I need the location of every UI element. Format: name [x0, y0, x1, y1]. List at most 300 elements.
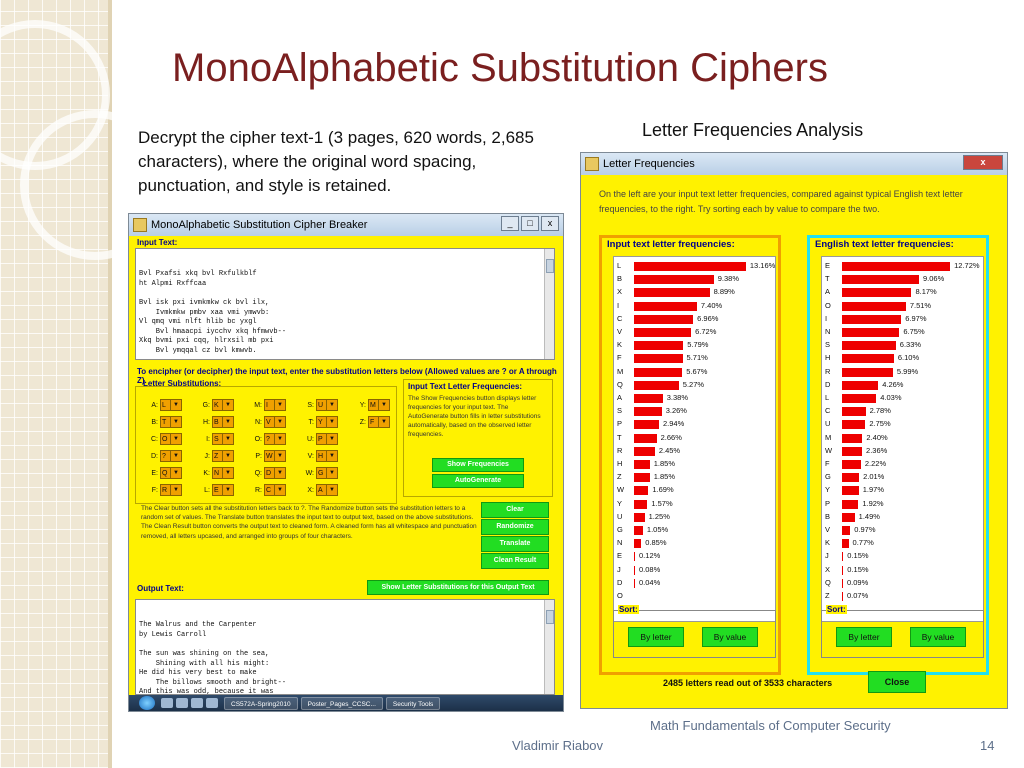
substitution-letter-label: R: — [255, 486, 262, 494]
substitution-value[interactable]: ? — [264, 433, 275, 445]
input-frequencies-title: Input text letter frequencies: — [607, 239, 735, 250]
substitution-letter-label: X: — [307, 486, 314, 494]
window-titlebar — [129, 214, 563, 236]
substitution-value[interactable]: M — [368, 399, 379, 411]
substitution-letter-label: Q: — [254, 469, 262, 477]
sort-box — [613, 605, 776, 658]
dropdown-arrow-icon[interactable]: ▼ — [171, 433, 182, 445]
frequency-row — [614, 471, 764, 484]
substitution-field[interactable] — [146, 399, 182, 411]
substitution-letter-label: J: — [204, 452, 210, 460]
frequency-bar — [634, 513, 645, 522]
substitution-value[interactable]: H — [316, 450, 327, 462]
frequency-bar — [842, 302, 906, 311]
text-line: ht Alpmi Rxffcaa — [139, 279, 207, 288]
substitution-value[interactable]: O — [160, 433, 171, 445]
frequency-bar — [634, 288, 710, 297]
frequency-letter: S — [825, 340, 831, 350]
frequency-percent: 3.38% — [666, 393, 688, 402]
english-frequencies-list — [821, 256, 984, 622]
substitution-letter-label: P: — [255, 452, 262, 460]
frequency-row — [822, 392, 972, 405]
substitution-letter-label: I: — [206, 435, 210, 443]
input-frequencies-panel — [599, 235, 781, 675]
dropdown-arrow-icon[interactable]: ▼ — [223, 416, 234, 428]
frequency-percent: 1.85% — [653, 472, 675, 482]
quicklaunch-icon[interactable] — [191, 698, 203, 708]
frequency-bar — [634, 354, 683, 363]
frequency-bar — [842, 447, 862, 456]
frequency-letter: K — [825, 538, 831, 548]
frequency-row — [614, 524, 764, 537]
frequency-letter: V — [825, 525, 831, 534]
frequency-bar — [634, 381, 679, 390]
dropdown-arrow-icon[interactable]: ▼ — [223, 484, 234, 496]
letter-substitutions-group — [135, 386, 397, 504]
input-text-letter-frequencies-box — [403, 379, 553, 497]
substitution-field[interactable] — [146, 416, 182, 428]
dropdown-arrow-icon[interactable]: ▼ — [223, 450, 234, 462]
taskbar — [129, 695, 563, 711]
text-line: by Lewis Carroll — [139, 630, 207, 639]
substitution-value[interactable]: P — [316, 433, 327, 445]
footer-page-number: 14 — [980, 738, 995, 753]
substitution-field[interactable] — [250, 450, 286, 462]
frequency-letter: G — [825, 472, 831, 482]
substitution-value[interactable]: G — [316, 467, 327, 479]
frequency-percent: 0.04% — [639, 577, 661, 587]
frequency-row — [614, 458, 764, 471]
input-label: Input Text: — [137, 238, 178, 247]
frequency-bar — [842, 288, 911, 297]
dropdown-arrow-icon[interactable]: ▼ — [223, 467, 234, 479]
substitution-value[interactable]: A — [316, 484, 327, 496]
frequency-letter: G — [617, 525, 623, 534]
frequency-percent: 5.99% — [896, 366, 919, 376]
frequency-bar — [842, 354, 894, 363]
substitution-value[interactable]: R — [160, 484, 171, 496]
frequency-row — [822, 273, 972, 286]
frequency-row — [614, 445, 764, 458]
slide-title: MonoAlphabetic Substitution Ciphers — [172, 46, 828, 90]
frequency-percent: 0.12% — [639, 551, 661, 561]
frequency-row — [614, 405, 764, 418]
substitution-letter-label: O: — [254, 435, 262, 443]
frequency-bar — [634, 328, 691, 337]
substitution-value[interactable]: D — [264, 467, 275, 479]
text-line: He did his very best to make — [139, 669, 257, 678]
substitution-letter-label: B: — [151, 418, 158, 426]
dropdown-arrow-icon[interactable]: ▼ — [275, 467, 286, 479]
dropdown-arrow-icon[interactable]: ▼ — [171, 484, 182, 496]
frequency-percent: 7.40% — [700, 300, 723, 310]
frequency-row — [822, 326, 972, 339]
show-letter-substitutions-button[interactable]: Show Letter Substitutions for this Output Text — [367, 580, 549, 595]
frequency-row — [822, 471, 972, 484]
substitution-value[interactable]: Y — [316, 416, 327, 428]
substitution-letter-label: K: — [203, 469, 210, 477]
frequency-bar — [634, 539, 641, 548]
dropdown-arrow-icon[interactable]: ▼ — [327, 416, 338, 428]
frequency-letter: Q — [825, 577, 831, 587]
sort-by-letter-button[interactable]: By letter — [836, 627, 892, 647]
frequency-bar — [842, 407, 866, 416]
footer-author: Vladimir Riabov — [512, 738, 604, 753]
frequency-row — [614, 352, 764, 365]
frequency-letter: I — [617, 300, 620, 310]
sort-by-letter-button[interactable]: By letter — [628, 627, 684, 647]
text-line: Vl qmq vmi nlft hlib bc yxgl — [139, 318, 257, 327]
frequency-bar — [634, 486, 648, 495]
frequency-bar — [634, 420, 659, 429]
start-button-icon[interactable] — [139, 696, 155, 710]
text-line: Bvl ymqqal cz bvl kmwvb. — [139, 346, 257, 355]
frequency-letter: I — [825, 313, 828, 323]
frequency-bar — [634, 407, 662, 416]
frequency-bar — [634, 341, 683, 350]
frequency-bar — [634, 500, 647, 509]
output-scrollbar[interactable] — [544, 600, 554, 694]
frequencies-description: On the left are your input text letter frequencies, compared against typical English text letter frequencies, to the right. Try sorting each by value to compare the two. — [599, 189, 963, 214]
frequency-row — [614, 537, 764, 550]
clean-result-button[interactable]: Clean Result — [481, 553, 549, 569]
frequency-bar — [634, 394, 663, 403]
dropdown-arrow-icon[interactable]: ▼ — [379, 399, 390, 411]
frequency-letter: P — [617, 419, 623, 429]
frequency-row — [614, 418, 764, 431]
frequency-percent: 6.96% — [697, 313, 719, 323]
frequency-bar — [842, 315, 901, 324]
substitution-letter-label: G: — [202, 401, 210, 409]
quicklaunch-icon[interactable] — [176, 698, 188, 708]
substitution-letter-label: L: — [204, 486, 210, 494]
frequency-bar — [634, 566, 635, 575]
substitution-field[interactable] — [302, 416, 338, 428]
frequency-row — [822, 313, 972, 326]
letter-substitutions-label: Letter Substitutions: — [143, 379, 222, 388]
substitution-letter-label: T: — [308, 418, 314, 426]
english-frequencies-title: English text letter frequencies: — [815, 239, 954, 250]
substitution-value[interactable]: T — [160, 416, 171, 428]
frequency-letter: U — [825, 419, 831, 429]
frequency-letter: B — [825, 511, 831, 521]
frequency-percent: 13.16% — [749, 261, 776, 270]
frequency-letter: F — [825, 459, 830, 468]
taskbar-item[interactable]: Poster_Pages_CCSC... — [301, 697, 383, 710]
substitution-field[interactable] — [250, 484, 286, 496]
frequency-row — [614, 326, 764, 339]
frequency-row — [822, 339, 972, 352]
substitution-field[interactable] — [354, 416, 390, 428]
substitution-field[interactable] — [302, 467, 338, 479]
frequency-percent: 4.03% — [880, 393, 902, 402]
substitution-field[interactable] — [146, 433, 182, 445]
frequency-bar — [842, 262, 950, 271]
frequency-letter: X — [825, 564, 831, 574]
frequency-bar — [634, 526, 643, 535]
dropdown-arrow-icon[interactable]: ▼ — [379, 416, 390, 428]
substitution-value[interactable]: W — [264, 450, 275, 462]
frequency-letter: Q — [617, 379, 623, 389]
frequency-percent: 2.66% — [660, 432, 682, 442]
frequency-bar — [634, 447, 655, 456]
sort-by-value-button[interactable]: By value — [702, 627, 758, 647]
frequency-percent: 5.67% — [686, 366, 708, 376]
translate-button[interactable]: Translate — [481, 536, 549, 552]
substitution-field[interactable] — [250, 416, 286, 428]
frequency-bar — [842, 460, 861, 469]
frequency-row — [822, 498, 972, 511]
substitution-value[interactable]: ? — [160, 450, 171, 462]
frequency-percent: 0.09% — [847, 577, 869, 587]
frequency-letter: F — [617, 353, 622, 363]
substitution-field[interactable] — [146, 484, 182, 496]
frequency-percent: 0.97% — [854, 525, 876, 534]
app-icon — [133, 218, 147, 232]
substitution-field[interactable] — [302, 450, 338, 462]
frequency-bar — [842, 566, 843, 575]
frequency-percent: 5.71% — [686, 353, 708, 363]
substitution-field[interactable] — [302, 433, 338, 445]
substitution-value[interactable]: L — [160, 399, 171, 411]
substitution-value[interactable]: B — [212, 416, 223, 428]
close-button[interactable]: x — [963, 155, 1003, 170]
quicklaunch-icon[interactable] — [206, 698, 218, 708]
frequency-row — [614, 550, 764, 563]
substitution-field[interactable] — [146, 467, 182, 479]
instruction-text: To encipher (or decipher) the input text, enter the substitution letters below (Allowed values are ? or A through Z). — [137, 367, 557, 385]
frequency-row — [614, 498, 764, 511]
frequency-row — [822, 260, 980, 273]
letters-read-summary: 2485 letters read out of 3533 characters — [663, 678, 833, 688]
frequency-letter: D — [617, 577, 623, 587]
dropdown-arrow-icon[interactable]: ▼ — [327, 450, 338, 462]
frequency-letter: V — [617, 327, 623, 336]
frequency-letter: M — [825, 432, 832, 442]
frequency-row — [614, 590, 764, 603]
text-line: Ivmkmkw pmbv xaa vmi ymwvb: — [139, 308, 270, 317]
frequency-letter: Z — [825, 591, 830, 600]
substitution-letter-label: F: — [151, 486, 158, 494]
frequency-bar — [634, 315, 693, 324]
substitution-value[interactable]: N — [212, 467, 223, 479]
substitution-value[interactable]: Z — [212, 450, 223, 462]
substitution-field[interactable] — [302, 484, 338, 496]
substitution-field[interactable] — [354, 399, 390, 411]
letter-frequencies-window — [580, 152, 1008, 709]
text-line: Bvl isk pxi ivmkmkw ck bvl ilx, — [139, 298, 270, 307]
substitution-field[interactable] — [198, 450, 234, 462]
frequency-row — [822, 550, 972, 563]
input-textarea[interactable] — [135, 248, 555, 360]
frequency-letter: E — [617, 551, 623, 561]
frequency-percent: 1.25% — [648, 511, 670, 521]
substitution-value[interactable]: Q — [160, 467, 171, 479]
frequency-letter: X — [617, 287, 623, 297]
text-line — [139, 289, 551, 299]
frequency-percent: 4.26% — [882, 379, 904, 389]
dropdown-arrow-icon[interactable]: ▼ — [275, 450, 286, 462]
frequency-percent: 1.69% — [652, 485, 674, 495]
randomize-button[interactable]: Randomize — [481, 519, 549, 535]
frequency-letter: N — [825, 327, 831, 336]
frequency-row — [822, 524, 972, 537]
frequency-bar — [842, 341, 896, 350]
frequency-bar — [842, 473, 859, 482]
dropdown-arrow-icon[interactable]: ▼ — [275, 399, 286, 411]
taskbar-item[interactable]: Security Tools — [386, 697, 440, 710]
frequency-percent: 0.77% — [852, 538, 874, 548]
frequency-bar — [634, 460, 650, 469]
substitution-value[interactable]: S — [212, 433, 223, 445]
substitution-letter-label: Z: — [359, 418, 366, 426]
dropdown-arrow-icon[interactable]: ▼ — [327, 484, 338, 496]
frequency-letter: C — [825, 406, 831, 416]
frequency-letter: L — [825, 393, 830, 402]
substitution-field[interactable] — [198, 399, 234, 411]
substitution-field[interactable] — [302, 399, 338, 411]
output-textarea[interactable] — [135, 599, 555, 695]
substitution-letter-label: V: — [307, 452, 314, 460]
substitution-field[interactable] — [198, 416, 234, 428]
right-heading: Letter Frequencies Analysis — [642, 120, 864, 140]
substitution-field[interactable] — [198, 484, 234, 496]
frequency-bar — [842, 500, 858, 509]
dropdown-arrow-icon[interactable]: ▼ — [171, 450, 182, 462]
clear-button[interactable]: Clear — [481, 502, 549, 518]
frequency-bar — [634, 368, 682, 377]
frequency-bar — [842, 592, 843, 601]
frequency-percent: 5.27% — [682, 379, 705, 389]
frequency-letter: H — [617, 459, 623, 468]
frequency-row — [614, 366, 764, 379]
window-title: Letter Frequencies — [603, 158, 695, 170]
show-frequencies-button[interactable]: Show Frequencies — [432, 458, 524, 472]
substitution-value[interactable]: V — [264, 416, 275, 428]
dropdown-arrow-icon[interactable]: ▼ — [327, 399, 338, 411]
substitution-letter-label: M: — [254, 401, 262, 409]
substitution-letter-label: S: — [307, 401, 314, 409]
taskbar-item[interactable]: CS572A-Spring2010 — [224, 697, 298, 710]
frequency-percent: 1.05% — [646, 525, 669, 534]
frequency-row — [614, 564, 764, 577]
frequency-row — [822, 352, 972, 365]
frequency-row — [614, 577, 764, 590]
frequency-bar — [842, 526, 850, 535]
quicklaunch-icon[interactable] — [161, 698, 173, 708]
dropdown-arrow-icon[interactable]: ▼ — [275, 484, 286, 496]
itlf-description: The Show Frequencies button displays letter frequencies for your input text. The AutoGenerate button fills in letter substitutions automatically, based on the observed letter frequencies. — [408, 395, 541, 438]
dropdown-arrow-icon[interactable]: ▼ — [327, 467, 338, 479]
substitution-letter-label: U: — [307, 435, 314, 443]
frequency-percent: 9.06% — [923, 274, 945, 284]
frequency-letter: E — [825, 261, 831, 270]
frequency-percent: 0.85% — [645, 538, 667, 548]
frequency-letter: U — [617, 511, 623, 521]
app-icon — [585, 157, 599, 171]
frequency-row — [614, 379, 764, 392]
window-titlebar — [581, 153, 1007, 175]
substitution-value[interactable]: F — [368, 416, 379, 428]
frequency-percent: 2.75% — [869, 419, 891, 429]
substitution-value[interactable]: E — [212, 484, 223, 496]
substitution-field[interactable] — [146, 450, 182, 462]
dropdown-arrow-icon[interactable]: ▼ — [171, 399, 182, 411]
substitution-value[interactable]: K — [212, 399, 223, 411]
dropdown-arrow-icon[interactable]: ▼ — [223, 433, 234, 445]
substitution-value[interactable]: I — [264, 399, 275, 411]
frequency-row — [822, 590, 972, 603]
frequency-letter: A — [617, 393, 623, 402]
dropdown-arrow-icon[interactable]: ▼ — [171, 416, 182, 428]
sort-box — [821, 605, 984, 658]
substitution-field[interactable] — [250, 433, 286, 445]
frequency-percent: 6.72% — [695, 327, 717, 336]
substitution-value[interactable]: C — [264, 484, 275, 496]
frequency-percent: 0.15% — [847, 551, 869, 561]
frequency-letter: W — [825, 445, 833, 455]
dropdown-arrow-icon[interactable]: ▼ — [275, 416, 286, 428]
frequency-bar — [634, 262, 746, 271]
dropdown-arrow-icon[interactable]: ▼ — [275, 433, 286, 445]
frequency-percent: 8.89% — [713, 287, 735, 297]
sort-by-value-button[interactable]: By value — [910, 627, 966, 647]
close-dialog-button[interactable]: Close — [868, 671, 926, 693]
substitution-value[interactable]: U — [316, 399, 327, 411]
frequency-letter: J — [825, 551, 829, 561]
cipher-breaker-window — [128, 213, 564, 712]
frequency-row — [614, 300, 764, 313]
frequency-percent: 2.94% — [662, 419, 685, 429]
text-line: And this was odd, because it was — [139, 688, 274, 695]
substitution-field[interactable] — [198, 433, 234, 445]
frequency-percent: 8.17% — [915, 287, 937, 297]
frequency-row — [614, 260, 776, 273]
frequency-bar — [842, 275, 919, 284]
substitution-letter-label: A: — [151, 401, 158, 409]
frequency-percent: 9.38% — [717, 274, 739, 284]
autogenerate-button[interactable]: AutoGenerate — [432, 474, 524, 488]
output-label: Output Text: — [137, 584, 184, 593]
frequency-percent: 6.97% — [905, 313, 927, 323]
dropdown-arrow-icon[interactable]: ▼ — [223, 399, 234, 411]
frequency-letter: M — [617, 366, 624, 376]
frequency-row — [822, 300, 972, 313]
frequency-percent: 2.01% — [863, 472, 885, 482]
frequency-row — [614, 484, 764, 497]
text-line: Bvl hmaacpi iycchv xkq hfmwvb-- — [139, 327, 287, 336]
frequency-row — [822, 458, 972, 471]
dropdown-arrow-icon[interactable]: ▼ — [327, 433, 338, 445]
frequency-row — [614, 339, 764, 352]
text-line: The Walrus and the Carpenter — [139, 621, 257, 630]
substitution-field[interactable] — [198, 467, 234, 479]
substitution-field[interactable] — [250, 399, 286, 411]
dropdown-arrow-icon[interactable]: ▼ — [171, 467, 182, 479]
frequency-row — [614, 313, 764, 326]
text-line: Shining with all his might: — [139, 659, 270, 668]
frequency-bar — [634, 473, 650, 482]
close-button[interactable]: x — [541, 216, 559, 231]
frequency-percent: 5.79% — [687, 340, 709, 350]
minimize-button[interactable]: _ — [501, 216, 519, 231]
input-scrollbar[interactable] — [544, 249, 554, 359]
frequency-bar — [842, 486, 859, 495]
frequency-bar — [842, 539, 849, 548]
substitution-field[interactable] — [250, 467, 286, 479]
maximize-button[interactable]: □ — [521, 216, 539, 231]
frequency-percent: 6.10% — [897, 353, 920, 363]
